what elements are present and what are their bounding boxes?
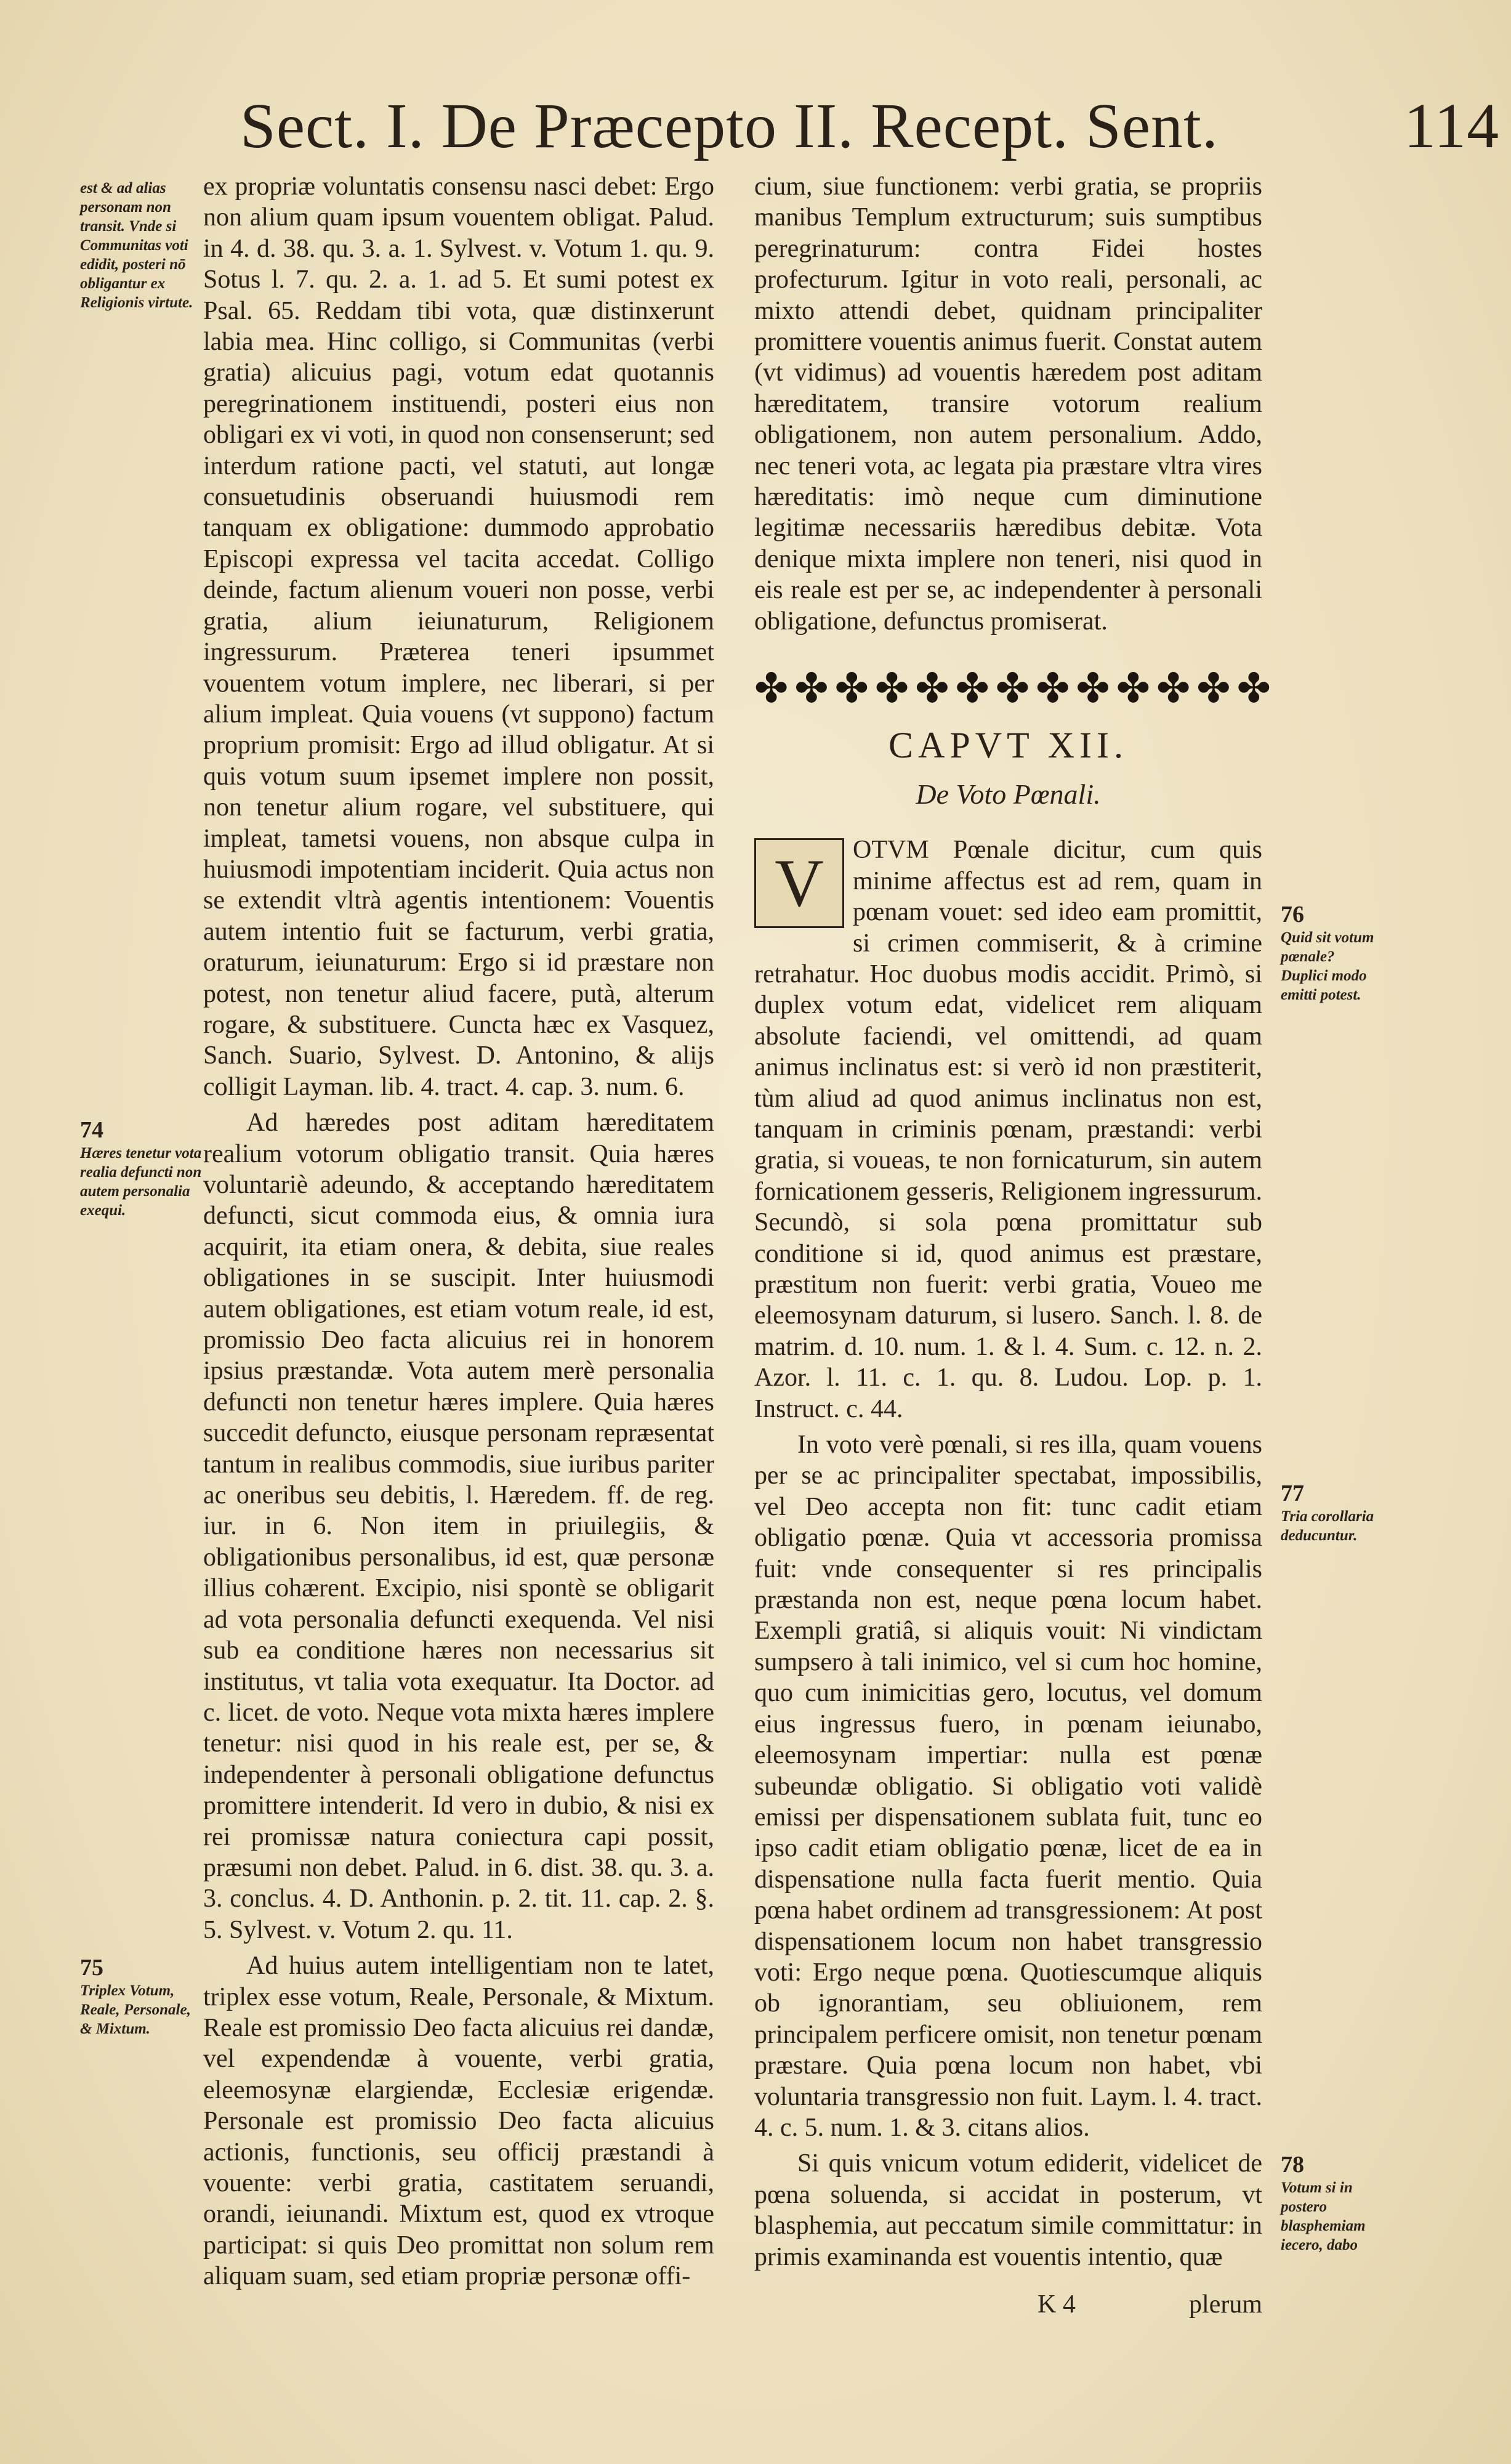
margin-note-text: Hæres tenetur vota realia defuncti non autem personalia exequi. <box>80 1145 202 1219</box>
margin-note-number: 76 <box>1281 902 1304 927</box>
margin-note-text: Quid sit votum pœnale? Duplici modo emitti potest. <box>1281 929 1374 1003</box>
margin-note-right-76 <box>1281 902 1385 1004</box>
margin-note-text: Tria corollaria deducuntur. <box>1281 1508 1374 1544</box>
margin-note-right-77 <box>1281 1480 1385 1545</box>
catchword: plerum <box>1189 2290 1262 2319</box>
chapter-subtitle: De Voto Pœnali. <box>916 778 1101 810</box>
paragraph-text: OTVM Pœnale dicitur, cum quis minime affectus est ad rem, quam in pœnam vouet: sed ideo eam promittit, si crimen commiserit, & à crimine retrahatur. Hoc duobus modis accidit. Primò, si duplex votum edat, videlicet rem aliquam absolute faciendi, vel omittendi, ad quam animus inclinatus est: si verò id non præstiterit, tùm aliud ad quod animus inclinatus non est, tanquam in criminis pœnam, præstandi: verbi gratia, si voueas, te non fornicaturum, sin autem fornicationem gesseris, Religionem ingressurum. Secundò, si sola pœna promittatur sub conditione si id, quod animus est præstare, præstitum non fuerit: verbi gratia, Voueo me eleemosynam daturum, si lusero. Sanch. l. 8. de matrim. d. 10. num. 1. & l. 4. Sum. c. 12. n. 2. Azor. l. 11. c. 1. qu. 8. Ludou. Lop. p. 1. Instruct. c. 44. <box>754 836 1262 1423</box>
margin-note-text: Triplex Votum, Reale, Personale, & Mixtum. <box>80 1982 191 2037</box>
paragraph: In voto verè pœnali, si res illa, quam vouens per se ac principaliter spectabat, impossibilis, vel Deo accepta non fit: tunc cadit etiam obligatio pœnæ. Quia vt accessoria promissa fuit: vnde consequenter si res principalis præstanda non est, neque pœna locum habet. Exempli gratiâ, si aliquis vouit: Ni vindictam sumpsero à tali inimico, vel si cum hoc homine, quo cum inimicitias gero, locutus, vel domum eius ingressus fuero, in pœnam ieiunabo, eleemosynam impertiar: nulla est pœnæ subeundæ obligatio. Si obligatio voti validè emissi per dispensationem sublata fuit, tunc eo ipso cadit etiam obligatio pœnæ, licet de ea in dispensatione nulla facta fuerit mentio. Quia pœna habet ordinem ad transgressionem: At post dispensationem locum non habet transgressio voti: Ergo neque pœna. Quotiescumque aliquis ob ignorantiam, seu obliuionem, rem principalem perficere omisit, non tenetur pœnam præstare. Quia pœna locum non habet, vbi voluntaria transgressio non fuit. Laym. l. 4. tract. 4. c. 5. num. 1. & 3. citans alios. <box>754 1431 1262 2142</box>
margin-note-left-75 <box>80 1955 203 2038</box>
signature-mark: K 4 <box>1038 2290 1076 2319</box>
paragraph: Si quis vnicum votum ediderit, videlicet de pœna soluenda, si accidat in posterum, vt blasphemia, aut peccatum simile committatur: in primis examinanda est vouentis intentio, quæ <box>754 2149 1262 2271</box>
margin-note-text: est & ad alias personam non transit. Vnde si Communitas voti edidit, posteri nō obligantur ex Religionis virtute. <box>80 180 193 311</box>
margin-note-number: 74 <box>80 1117 103 1143</box>
margin-note-number: 75 <box>80 1955 103 1981</box>
paragraph: Ad huius autem intelligentiam non te latet, triplex esse votum, Reale, Personale, & Mixtum. Reale est promissio Deo facta alicuius rei dandæ, vel expendendæ à vouente, verbi gratia, eleemosynæ elargiendæ, Ecclesiæ erigendæ. Personale est promissio Deo facta alicuius actionis, functionis, seu officij præstandi à vouente: verbi gratia, castitatem seruandi, orandi, ieiunandi. Mixtum est, quod ex vtroque participat: si quis Deo promittat non solum rem aliquam suam, sed etiam propriæ personæ offi- <box>203 1952 714 2291</box>
ornamental-divider: ✤✤✤✤✤✤✤✤✤✤✤✤✤ <box>754 666 1277 712</box>
margin-note-number: 78 <box>1281 2152 1304 2178</box>
right-text-column <box>754 171 1277 2272</box>
chapter-title: CAPVT XII. <box>888 724 1128 765</box>
paragraph <box>754 834 1262 1424</box>
margin-note-text: Votum si in postero blasphemiam iecero, dabo <box>1281 2179 1366 2253</box>
running-header <box>240 86 1500 166</box>
left-text-column <box>203 171 714 2292</box>
paragraph: Ad hæredes post aditam hæreditatem realium votorum obligatio transit. Quia hæres voluntariè adeundo, & acceptando hæreditatem defuncti, sicut commoda eius, & omnia iura acquirit, ita etiam onera, & debita, siue reales obligationes in se suscipit. Inter huiusmodi autem obligationes, est etiam votum reale, id est, promissio Deo facta alicuius rei in honorem ipsius præstandæ. Vota autem merè personalia defuncti non tenetur hæres implere. Quia hæres succedit defuncto, eiusque personam repræsentat tantum in realibus commodis, siue iuribus pariter ac oneribus seu debitis, l. Hæredem. ff. de reg. iur. in 6. Non item in priuilegiis, & obligationibus personalibus, id est, quæ personæ illius cohærent. Excipio, nisi spontè se obligarit ad vota personalia defuncti exequenda. Vel nisi sub ea conditione hæres non necessarius sit institutus, vt talia vota exequatur. Ita Doctor. ad c. licet. de voto. Neque vota mixta hæres implere tenetur: nisi quod in his reale est, per se, & independenter à personali obligatione defunctus promittere intenderit. Id vero in dubio, & nisi ex rei promissæ natura coniectura capi possit, præsumi non debet. Palud. in 6. dist. 38. qu. 3. a. 3. conclus. 4. D. Anthonin. p. 2. tit. 11. cap. 2. §. 5. Sylvest. v. Votum 2. qu. 11. <box>203 1109 714 1944</box>
margin-note-number: 77 <box>1281 1480 1304 1506</box>
margin-note-right-78 <box>1281 2152 1385 2255</box>
paragraph: ex propriæ voluntatis consensu nasci debet: Ergo non alium quam ipsum vouentem obligat. Palud. in 4. d. 38. qu. 3. a. 1. Sylvest. v. Votum 1. qu. 9. Sotus l. 7. qu. 2. a. 1. ad 5. Et sumi potest ex Psal. 65. Reddam tibi vota, quæ distinxerunt labia mea. Hinc colligo, si Communitas (verbi gratia) alicuius pagi, votum edat quotannis peregrinationem instituendi, posteri eius non obligari ex vi voti, in quod non consenserunt; sed interdum ratione pacti, vel statuti, aut longæ consuetudinis obseruandi huiusmodi rem tanquam ex obligatione: dummodo approbatio Episcopi expressa vel tacita accedat. Colligo deinde, factum alienum voueri non posse, verbi gratia, alium ieiunaturum, Religionem ingressurum. Præterea teneri ipsummet vouentem votum implere, nec liberari, si per alium impleat. Quia vouens (vt suppono) factum proprium promisit: Ergo ad illud obligatur. At si quis votum suum ipsemet implere non possit, non tenetur alium rogare, vel substituere, qui impleat, tametsi vouens, non absque culpa in huiusmodi impotentiam inciderit. Quia actus non se extendit vltrà agentis intentionem: Vouentis autem intentio fuit se facturum, verbi gratia, oraturum, ieiunaturum: Ergo si id præstare non potest, non tenetur aliud facere, putà, alterum rogare, & substituere. Cuncta hæc ex Vasquez, Sanch. Suario, Sylvest. D. Antonino, & alijs colligit Layman. lib. 4. tract. 4. cap. 3. num. 6. <box>203 172 714 1101</box>
header-title: Sect. I. De Præcepto II. Recept. Sent. <box>240 91 1219 161</box>
paragraph: cium, siue functionem: verbi gratia, se propriis manibus Templum extructurum; suis sumptibus peregrinaturum: contra Fidei hostes profecturum. Igitur in voto reali, personali, ac mixto attendi debet, quidnam principaliter promittere vouentis animus fuerit. Constat autem (vt vidimus) ad vouentis hæredem post aditam hæreditatem, transire votorum realium obligationem, non autem personalium. Addo, nec teneri vota, ac legata pia præstare vltra vires hæreditatis: imò neque cum diminutione legitimæ necessariis hæredibus debitæ. Vota denique mixta implere non teneri, nisi quod in eis reale est per se, ac independenter à personali obligatione, defunctus promiserat. <box>754 172 1262 636</box>
page-number: 114 <box>1404 91 1500 161</box>
decorated-initial: V <box>754 838 844 928</box>
page-footer <box>754 2290 1262 2324</box>
margin-note-left-74 <box>80 1117 203 1220</box>
margin-note-left-1 <box>80 179 203 312</box>
